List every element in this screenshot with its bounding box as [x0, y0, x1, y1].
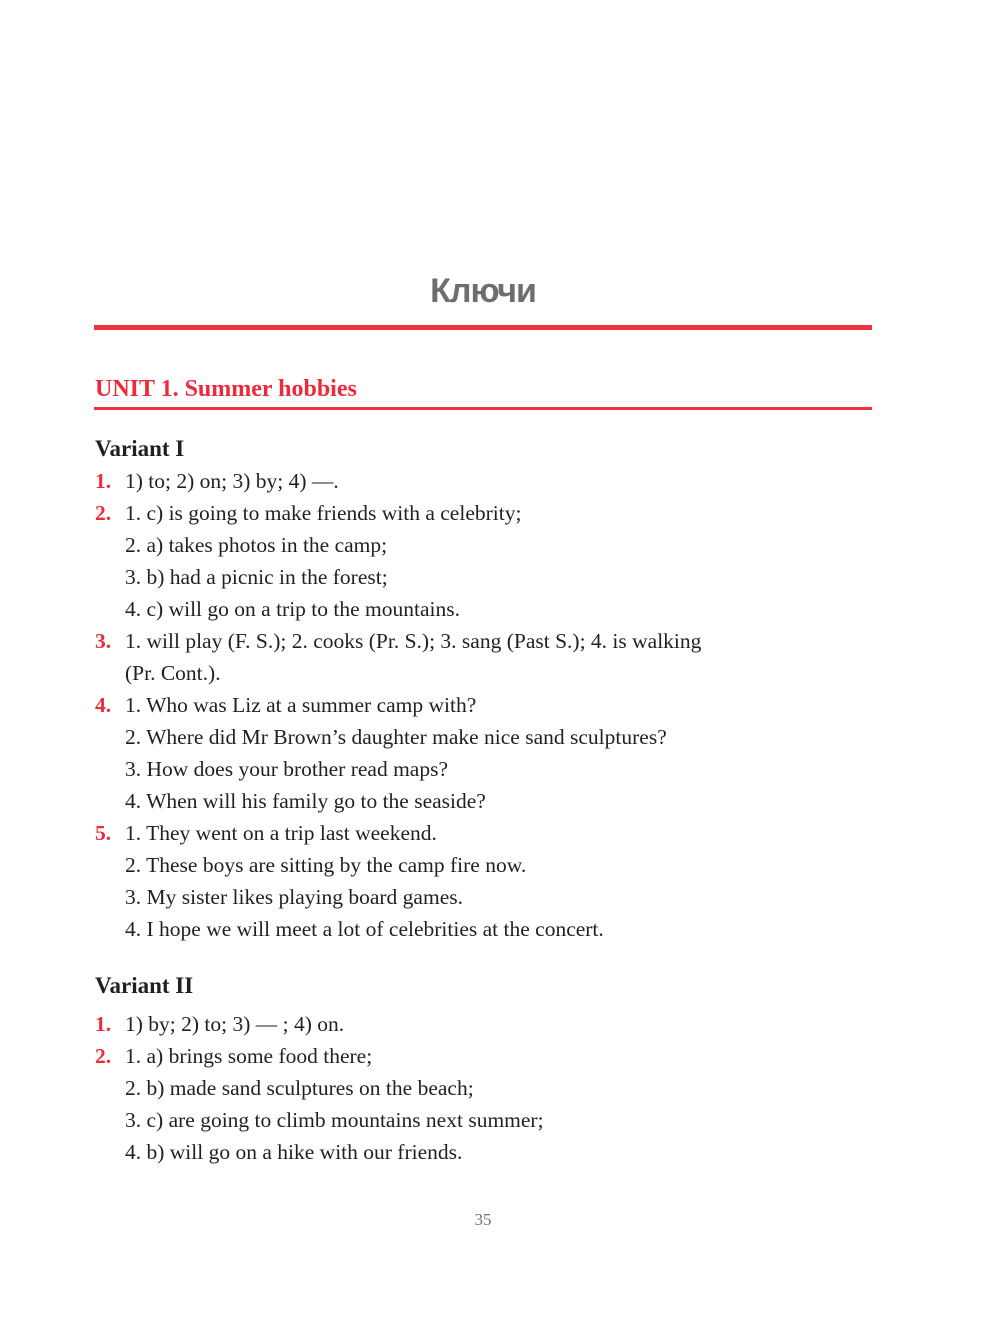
- exercise-number: 4.: [95, 693, 112, 717]
- answer-line: [95, 657, 885, 689]
- answer-text: 3. c) are going to climb mountains next summer;: [125, 1108, 544, 1132]
- answer-line: [95, 1136, 885, 1168]
- answer-text: 1) by; 2) to; 3) — ; 4) on.: [125, 1012, 345, 1036]
- answer-text: 4. When will his family go to the seaside?: [125, 789, 486, 813]
- answer-line: [95, 593, 885, 625]
- exercise-number: 5.: [95, 821, 112, 845]
- unit-heading: UNIT 1. Summer hobbies: [95, 376, 357, 402]
- variant-heading: Variant I: [95, 436, 185, 461]
- answer-text: 4. b) will go on a hike with our friends.: [125, 1140, 463, 1164]
- variant-heading: Variant II: [95, 973, 194, 998]
- answer-line: [95, 497, 885, 529]
- answer-text: 4. I hope we will meet a lot of celebrities at the concert.: [125, 917, 604, 941]
- exercise-number: 3.: [95, 629, 112, 653]
- answer-line: [95, 529, 885, 561]
- answer-text: 2. Where did Mr Brown’s daughter make nice sand sculptures?: [125, 725, 667, 749]
- answer-line: [95, 1072, 885, 1104]
- answer-line: [95, 849, 885, 881]
- title-divider: [94, 325, 872, 330]
- answer-line: [95, 465, 885, 497]
- answer-line: [95, 913, 885, 945]
- answer-text: (Pr. Cont.).: [125, 661, 221, 685]
- answer-text: 2. These boys are sitting by the camp fire now.: [125, 853, 527, 877]
- page-number: 35: [474, 1210, 492, 1229]
- answer-text: 1. They went on a trip last weekend.: [125, 821, 437, 845]
- exercise-number: 2.: [95, 501, 112, 525]
- answer-line: [95, 1040, 885, 1072]
- answer-text: 4. c) will go on a trip to the mountains.: [125, 597, 460, 621]
- answer-text: 1. c) is going to make friends with a celebrity;: [125, 501, 522, 525]
- page-title: Ключи: [430, 272, 536, 310]
- answer-text: 1. Who was Liz at a summer camp with?: [125, 693, 477, 717]
- answer-line: [95, 785, 885, 817]
- answer-line: [95, 625, 885, 657]
- answer-line: [95, 753, 885, 785]
- answer-text: 1) to; 2) on; 3) by; 4) —.: [125, 469, 339, 493]
- answer-text: 3. b) had a picnic in the forest;: [125, 565, 388, 589]
- exercise-number: 2.: [95, 1044, 112, 1068]
- answer-text: 2. b) made sand sculptures on the beach;: [125, 1076, 474, 1100]
- answer-line: [95, 561, 885, 593]
- exercise-number: 1.: [95, 469, 112, 493]
- variant-2-section: [95, 970, 885, 1168]
- answer-line: [95, 817, 885, 849]
- answer-line: [95, 1104, 885, 1136]
- answer-text: 3. How does your brother read maps?: [125, 757, 449, 781]
- answer-text: 3. My sister likes playing board games.: [125, 885, 463, 909]
- answer-text: 2. a) takes photos in the camp;: [125, 533, 388, 557]
- answer-line: [95, 721, 885, 753]
- variant-1-section: [95, 433, 885, 945]
- answer-line: [95, 689, 885, 721]
- exercise-number: 1.: [95, 1012, 112, 1036]
- unit-divider: [94, 407, 872, 410]
- answer-text: 1. will play (F. S.); 2. cooks (Pr. S.); 3. sang (Past S.); 4. is walking: [125, 629, 702, 653]
- answer-line: [95, 1008, 885, 1040]
- answer-text: 1. a) brings some food there;: [125, 1044, 373, 1068]
- answer-line: [95, 881, 885, 913]
